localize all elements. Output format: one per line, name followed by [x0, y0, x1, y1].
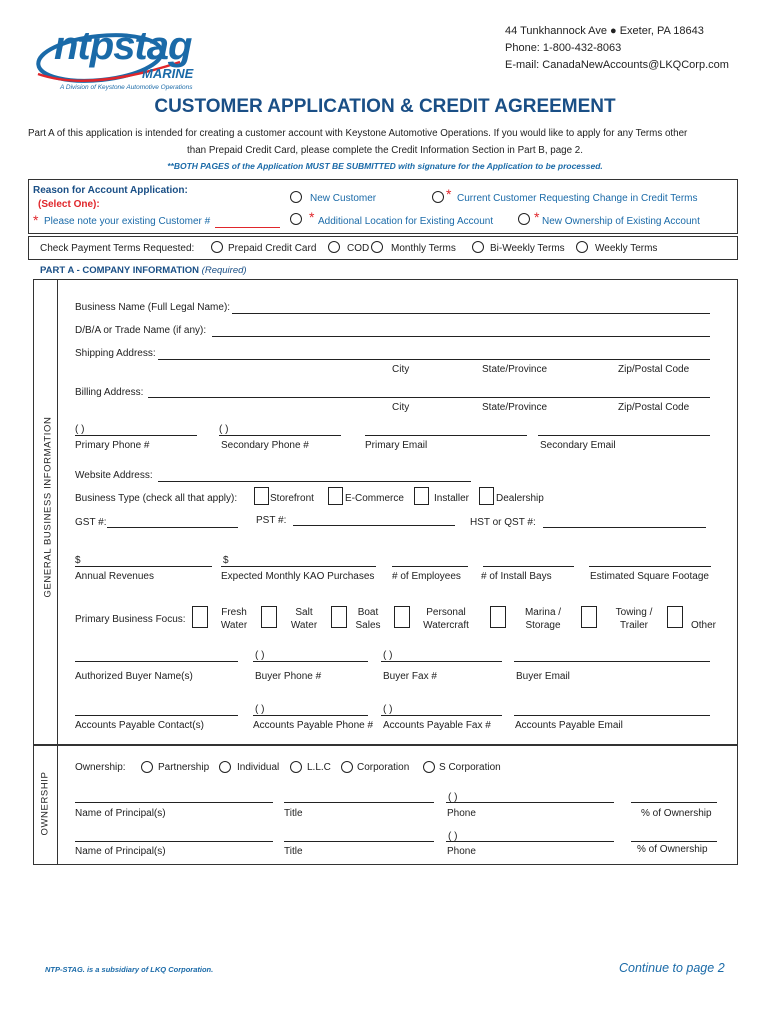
principal-phone-field-1[interactable]	[446, 802, 614, 803]
asterisk-icon: *	[33, 212, 39, 228]
principal-phone-label-1: Phone	[447, 808, 476, 819]
focus-fresh-2: Water	[220, 620, 248, 631]
bill-state: State/Province	[482, 402, 548, 413]
general-info-divider	[57, 279, 58, 745]
ownership-label: Ownership:	[75, 762, 126, 773]
buyer-fax-field[interactable]	[381, 661, 502, 662]
logo-tagline: A Division of Keystone Automotive Operations	[60, 84, 193, 91]
secondary-email-label: Secondary Email	[540, 440, 616, 451]
intro-line-1: Part A of this application is intended for creating a customer account with Keystone Automotive Operations. If you would like to apply for any Terms other	[28, 128, 688, 139]
principal-pct-label-1: % of Ownership	[641, 808, 712, 819]
ship-zip: Zip/Postal Code	[618, 364, 690, 375]
ap-phone-label: Accounts Payable Phone #	[253, 720, 374, 731]
checkbox-salt-water[interactable]	[261, 606, 277, 628]
intro-line-2: than Prepaid Credit Card, please complete the Credit Information Section in Part B, page 2.	[187, 145, 583, 156]
secondary-email-field[interactable]	[538, 435, 710, 436]
gst-field[interactable]	[107, 527, 238, 528]
own-partnership: Partnership	[158, 762, 210, 773]
shipping-label: Shipping Address:	[75, 348, 156, 359]
own-corporation: Corporation	[357, 762, 410, 773]
asterisk-icon: *	[534, 209, 540, 225]
principal-name-label-2: Name of Principal(s)	[75, 846, 166, 857]
dba-field[interactable]	[212, 336, 710, 337]
install-bays-label: # of Install Bays	[481, 571, 552, 582]
own-individual: Individual	[237, 762, 280, 773]
checkbox-marina-storage[interactable]	[490, 606, 506, 628]
checkbox-boat-sales[interactable]	[331, 606, 347, 628]
dba-label: D/B/A or Trade Name (if any):	[75, 325, 207, 336]
reason-select: (Select One):	[38, 199, 100, 210]
phone-paren-1: ( )	[75, 424, 85, 435]
principal-title-label-1: Title	[284, 808, 303, 819]
own-llc: L.L.C	[307, 762, 331, 773]
bt-ecommerce: E-Commerce	[345, 493, 404, 504]
principal-phone-field-2[interactable]	[446, 841, 614, 842]
phone-paren-4: ( )	[383, 650, 393, 661]
principal-name-field-1[interactable]	[75, 802, 273, 803]
monthly-purchases-field[interactable]	[221, 566, 376, 567]
phone-paren-7: ( )	[448, 792, 458, 803]
focus-salt-1: Salt	[295, 607, 313, 618]
primary-phone-field[interactable]	[75, 435, 197, 436]
principal-title-field-2[interactable]	[284, 841, 434, 842]
focus-personal-1: Personal	[426, 607, 466, 618]
terms-prepaid: Prepaid Credit Card	[228, 243, 317, 254]
principal-title-label-2: Title	[284, 846, 303, 857]
buyer-email-label: Buyer Email	[516, 671, 570, 682]
radio-llc[interactable]	[290, 761, 302, 773]
buyer-fax-label: Buyer Fax #	[383, 671, 437, 682]
focus-towing-2: Trailer	[620, 620, 648, 631]
phone-paren-5: ( )	[255, 704, 265, 715]
focus-towing-1: Towing /	[615, 607, 653, 618]
annual-revenue-field[interactable]	[75, 566, 212, 567]
annual-revenues-label: Annual Revenues	[75, 571, 154, 582]
secondary-phone-field[interactable]	[219, 435, 341, 436]
primary-phone-label: Primary Phone #	[75, 440, 150, 451]
radio-weekly[interactable]	[576, 241, 588, 253]
checkbox-installer[interactable]	[414, 487, 429, 505]
opt-additional-location: Additional Location for Existing Account	[318, 216, 494, 227]
focus-fresh-1: Fresh	[221, 607, 247, 618]
opt-change-terms: Current Customer Requesting Change in Credit Terms	[457, 193, 698, 204]
ap-contact-field[interactable]	[75, 715, 238, 716]
side-ownership-label: OWNERSHIP	[39, 771, 51, 836]
billing-label: Billing Address:	[75, 387, 144, 398]
opt-new-ownership: New Ownership of Existing Account	[542, 216, 700, 227]
employees-label: # of Employees	[392, 571, 461, 582]
asterisk-icon: *	[309, 209, 315, 225]
website-field[interactable]	[158, 481, 471, 482]
ap-email-field[interactable]	[514, 715, 710, 716]
website-label: Website Address:	[75, 470, 153, 481]
pst-field[interactable]	[293, 525, 455, 526]
checkbox-towing-trailer[interactable]	[581, 606, 597, 628]
checkbox-other[interactable]	[667, 606, 683, 628]
own-s-corporation: S Corporation	[439, 762, 501, 773]
billing-field[interactable]	[148, 397, 710, 398]
company-phone: Phone: 1-800-432-8063	[505, 42, 622, 54]
focus-boat-2: Sales	[355, 620, 381, 631]
radio-monthly[interactable]	[371, 241, 383, 253]
radio-biweekly[interactable]	[472, 241, 484, 253]
checkbox-storefront[interactable]	[254, 487, 269, 505]
opt-new-customer: New Customer	[310, 193, 377, 204]
radio-new-ownership[interactable]	[518, 213, 530, 225]
ap-email-label: Accounts Payable Email	[515, 720, 623, 731]
square-footage-field[interactable]	[589, 566, 711, 567]
terms-cod: COD	[347, 243, 370, 254]
ownership-divider	[57, 745, 58, 865]
checkbox-fresh-water[interactable]	[192, 606, 208, 628]
company-logo	[30, 22, 230, 97]
gst-label: GST #:	[75, 517, 107, 528]
radio-cod[interactable]	[328, 241, 340, 253]
shipping-field[interactable]	[158, 359, 710, 360]
business-name-label: Business Name (Full Legal Name):	[75, 302, 231, 313]
company-email: E-mail: CanadaNewAccounts@LKQCorp.com	[505, 59, 729, 71]
focus-salt-2: Water	[290, 620, 318, 631]
bill-city: City	[392, 402, 410, 413]
customer-number-line[interactable]	[215, 227, 280, 228]
ship-city: City	[392, 364, 410, 375]
side-general-label: GENERAL BUSINESS INFORMATION	[42, 416, 54, 598]
phone-paren-8: ( )	[448, 831, 458, 842]
principal-pct-label-2: % of Ownership	[637, 844, 708, 855]
asterisk-icon: *	[446, 186, 452, 202]
buyer-name-field[interactable]	[75, 661, 238, 662]
submission-notice: **BOTH PAGES of the Application MUST BE SUBMITTED with signature for the Application to be processed.	[167, 161, 603, 171]
bt-storefront: Storefront	[270, 493, 314, 504]
phone-paren-3: ( )	[255, 650, 265, 661]
radio-new-customer[interactable]	[290, 191, 302, 203]
part-a-title: PART A - COMPANY INFORMATION	[40, 265, 200, 276]
terms-biweekly: Bi-Weekly Terms	[490, 243, 565, 254]
buyer-phone-field[interactable]	[253, 661, 368, 662]
logo-text: ntpstag	[54, 24, 192, 68]
phone-paren-6: ( )	[383, 704, 393, 715]
reason-note: Please note your existing Customer #	[44, 216, 211, 227]
part-a-required: (Required)	[201, 265, 247, 276]
install-bays-field[interactable]	[483, 566, 574, 567]
principal-phone-label-2: Phone	[447, 846, 476, 857]
business-type-label: Business Type (check all that apply):	[75, 493, 238, 504]
checkbox-dealership[interactable]	[479, 487, 494, 505]
ap-fax-label: Accounts Payable Fax #	[383, 720, 491, 731]
ap-contact-label: Accounts Payable Contact(s)	[75, 720, 204, 731]
part-a-heading	[40, 265, 247, 276]
focus-marina-1: Marina /	[524, 607, 562, 618]
principal-name-label-1: Name of Principal(s)	[75, 808, 166, 819]
checkbox-personal-watercraft[interactable]	[394, 606, 410, 628]
radio-prepaid[interactable]	[211, 241, 223, 253]
focus-other: Other	[691, 620, 717, 631]
focus-label: Primary Business Focus:	[75, 614, 186, 625]
phone-paren-2: ( )	[219, 424, 229, 435]
page-title: CUSTOMER APPLICATION & CREDIT AGREEMENT	[154, 96, 616, 117]
bill-zip: Zip/Postal Code	[618, 402, 690, 413]
ap-fax-field[interactable]	[381, 715, 502, 716]
ap-phone-field[interactable]	[253, 715, 368, 716]
expected-monthly-label: Expected Monthly KAO Purchases	[221, 571, 375, 582]
hst-label: HST or QST #:	[470, 517, 536, 528]
terms-monthly: Monthly Terms	[391, 243, 456, 254]
terms-weekly: Weekly Terms	[595, 243, 658, 254]
bt-dealership: Dealership	[496, 493, 544, 504]
focus-personal-2: Watercraft	[423, 620, 469, 631]
principal-pct-field-2[interactable]	[631, 841, 717, 842]
hst-field[interactable]	[543, 527, 706, 528]
radio-s-corporation[interactable]	[423, 761, 435, 773]
buyer-names-label: Authorized Buyer Name(s)	[75, 671, 193, 682]
focus-boat-1: Boat	[357, 607, 379, 618]
logo-sub: MARINE	[142, 66, 194, 81]
dollar-sign-1: $	[75, 555, 81, 566]
buyer-phone-label: Buyer Phone #	[255, 671, 322, 682]
company-address: 44 Tunkhannock Ave ● Exeter, PA 18643	[505, 25, 704, 37]
radio-partnership[interactable]	[141, 761, 153, 773]
radio-individual[interactable]	[219, 761, 231, 773]
terms-label: Check Payment Terms Requested:	[40, 243, 195, 254]
secondary-phone-label: Secondary Phone #	[221, 440, 309, 451]
employees-field[interactable]	[392, 566, 468, 567]
pst-label: PST #:	[256, 515, 287, 526]
focus-marina-2: Storage	[525, 620, 561, 631]
ship-state: State/Province	[482, 364, 548, 375]
radio-corporation[interactable]	[341, 761, 353, 773]
principal-title-field-1[interactable]	[284, 802, 434, 803]
footer-subsidiary: NTP-STAG. is a subsidiary of LKQ Corporation.	[45, 965, 214, 974]
dollar-sign-2: $	[223, 555, 229, 566]
principal-name-field-2[interactable]	[75, 841, 273, 842]
bt-installer: Installer	[434, 493, 470, 504]
primary-email-label: Primary Email	[365, 440, 428, 451]
continue-link[interactable]: Continue to page 2	[619, 961, 725, 975]
buyer-email-field[interactable]	[514, 661, 710, 662]
radio-additional-location[interactable]	[290, 213, 302, 225]
checkbox-ecommerce[interactable]	[328, 487, 343, 505]
square-footage-label: Estimated Square Footage	[590, 571, 709, 582]
principal-pct-field-1[interactable]	[631, 802, 717, 803]
reason-title: Reason for Account Application:	[33, 185, 188, 196]
radio-change-terms[interactable]	[432, 191, 444, 203]
business-name-field[interactable]	[232, 313, 710, 314]
primary-email-field[interactable]	[365, 435, 527, 436]
